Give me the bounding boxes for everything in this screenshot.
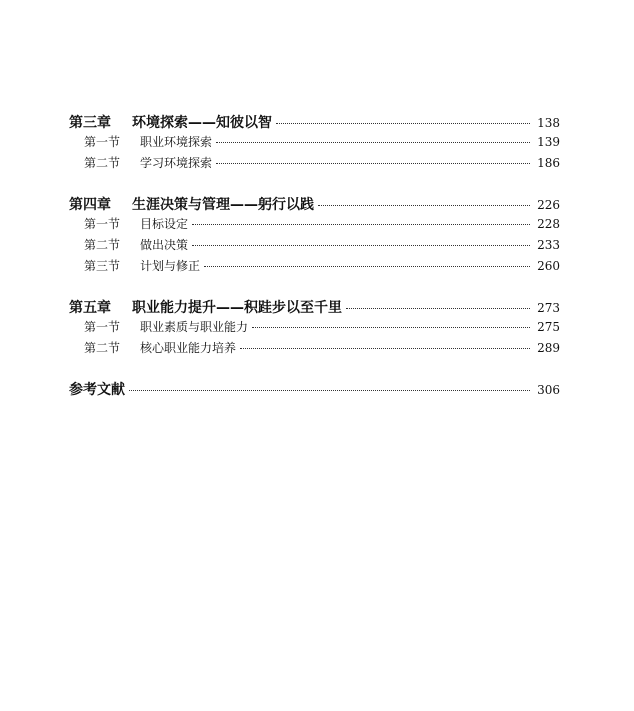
section-title: 目标设定 xyxy=(140,217,189,231)
chapter-entry[interactable] xyxy=(69,112,560,133)
section-title: 职业环境探索 xyxy=(140,135,213,149)
section-entry[interactable] xyxy=(69,215,560,236)
section-entry[interactable] xyxy=(69,154,560,175)
page-number: 233 xyxy=(537,238,560,252)
section-entry[interactable] xyxy=(69,236,560,257)
chapter-entry[interactable] xyxy=(69,194,560,215)
page-number: 273 xyxy=(537,301,560,315)
toc-chapter xyxy=(69,297,560,360)
page-number: 138 xyxy=(537,116,560,130)
table-of-contents xyxy=(69,112,560,400)
dot-leader xyxy=(346,308,530,309)
section-number: 第三节 xyxy=(84,259,121,273)
section-title: 学习环境探索 xyxy=(140,156,213,170)
section-number: 第二节 xyxy=(84,341,121,355)
page-number: 260 xyxy=(537,259,560,273)
references-title: 参考文献 xyxy=(69,382,125,398)
page-number: 228 xyxy=(537,217,560,231)
page-number: 186 xyxy=(537,156,560,170)
section-number: 第一节 xyxy=(84,135,121,149)
section-title: 核心职业能力培养 xyxy=(140,341,237,355)
page-number: 306 xyxy=(537,383,560,397)
chapter-title: 环境探索——知彼以智 xyxy=(132,115,272,131)
section-number: 第二节 xyxy=(84,156,121,170)
dot-leader xyxy=(318,205,530,206)
chapter-title: 职业能力提升——积跬步以至千里 xyxy=(132,300,342,316)
dot-leader xyxy=(216,142,530,143)
section-title: 做出决策 xyxy=(140,238,189,252)
dot-leader xyxy=(192,245,530,246)
dot-leader xyxy=(276,123,530,124)
section-title: 职业素质与职业能力 xyxy=(140,320,249,334)
dot-leader xyxy=(252,327,530,328)
chapter-title: 生涯决策与管理——躬行以践 xyxy=(132,197,314,213)
page-number: 139 xyxy=(537,135,560,149)
page-number: 275 xyxy=(537,320,560,334)
chapter-number: 第三章 xyxy=(69,115,111,131)
toc-chapter xyxy=(69,194,560,278)
section-number: 第一节 xyxy=(84,320,121,334)
references-entry[interactable] xyxy=(69,379,560,400)
chapter-number: 第四章 xyxy=(69,197,111,213)
section-number: 第二节 xyxy=(84,238,121,252)
dot-leader xyxy=(216,163,530,164)
section-number: 第一节 xyxy=(84,217,121,231)
page-number: 226 xyxy=(537,198,560,212)
dot-leader xyxy=(129,390,530,391)
chapter-entry[interactable] xyxy=(69,297,560,318)
section-entry[interactable] xyxy=(69,133,560,154)
dot-leader xyxy=(204,266,530,267)
section-entry[interactable] xyxy=(69,257,560,278)
dot-leader xyxy=(240,348,530,349)
section-entry[interactable] xyxy=(69,318,560,339)
toc-chapter xyxy=(69,112,560,175)
section-entry[interactable] xyxy=(69,339,560,360)
section-title: 计划与修正 xyxy=(140,259,201,273)
dot-leader xyxy=(192,224,530,225)
page-number: 289 xyxy=(537,341,560,355)
chapter-number: 第五章 xyxy=(69,300,111,316)
